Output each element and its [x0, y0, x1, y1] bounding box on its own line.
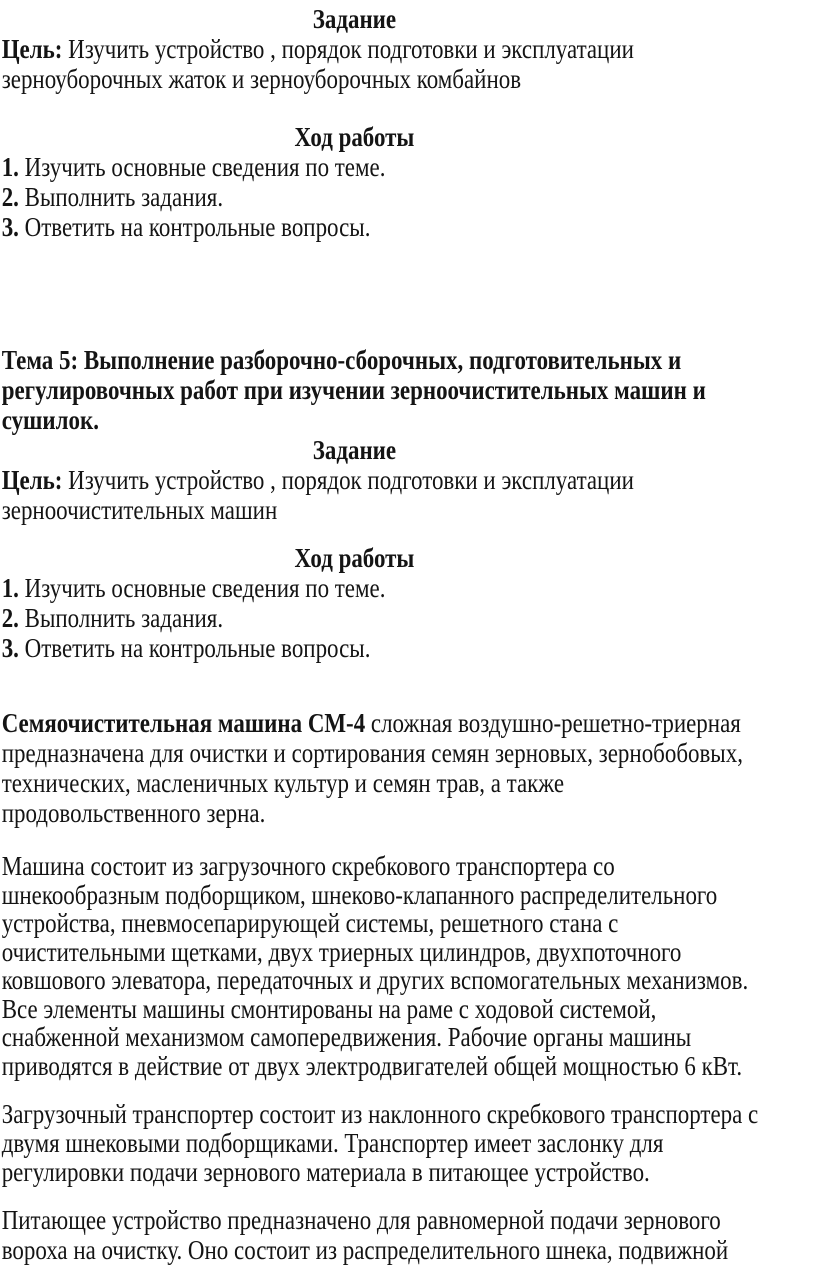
bold-text-run: Задание [312, 4, 397, 34]
bold-text-run: Ход работы [294, 543, 415, 573]
text-line [2, 1205, 816, 1235]
text-run: Все элементы машины смонтированы на раме с ходовой системой, [1, 993, 657, 1024]
text-run: продовольственного зерна. [1, 798, 266, 828]
text-line [2, 34, 816, 64]
bold-text-run: Тема 5: Выполнение разборочно-сборочных, подготовительных и [1, 345, 682, 375]
text-line [2, 798, 816, 828]
text-run: снабженной механизмом самопередвижения. Рабочие органы машины [1, 1022, 692, 1052]
feeding-device-paragraph [2, 1205, 816, 1265]
text-line [2, 768, 816, 798]
text-run: Выполнить задания. [18, 182, 224, 212]
bold-text-run: Задание [312, 435, 397, 465]
text-line [2, 938, 816, 967]
text-run: технических, масленичных культур и семян трав, а также [1, 768, 565, 798]
bold-text-run: Ход работы [294, 122, 415, 152]
text-line [2, 182, 816, 212]
text-run: зерноуборочных жаток и зерноуборочных комбайнов [1, 64, 522, 94]
text-line [2, 1235, 816, 1265]
text-line [2, 122, 708, 152]
work-steps-1 [2, 152, 816, 242]
text-run: Изучить устройство , порядок подготовки и эксплуатации [62, 34, 634, 64]
bold-text-run: 3. [1, 212, 19, 242]
text-line [2, 543, 708, 573]
bold-text-run: 2. [1, 603, 19, 633]
text-run: ковшового элеватора, передаточных и других вспомогательных механизмов. [1, 965, 749, 995]
text-line [2, 909, 816, 938]
text-line [2, 966, 816, 995]
text-line [2, 708, 816, 738]
text-line [2, 1023, 816, 1052]
text-line [2, 1052, 816, 1081]
text-run: устройства, пневмосепарирующей системы, решетного стана с [1, 908, 619, 938]
text-line [2, 212, 816, 242]
bold-text-run: 1. [1, 152, 19, 182]
text-line [2, 852, 816, 881]
text-line [2, 633, 816, 663]
text-run: Выполнить задания. [18, 603, 224, 633]
bold-text-run: регулировочных работ при изучении зерноочистительных машин и [1, 375, 706, 405]
text-run: Загрузочный транспортер состоит из наклонного скребкового транспортера с [1, 1099, 759, 1129]
text-line [2, 1100, 816, 1129]
text-line [2, 495, 816, 525]
work-order-heading-1 [2, 122, 816, 152]
text-line [2, 64, 816, 94]
goal-paragraph-2 [2, 465, 816, 525]
text-run: вороха на очистку. Оно состоит из распределительного шнека, подвижной [1, 1235, 729, 1265]
text-line [2, 573, 816, 603]
work-order-heading-2 [2, 543, 816, 573]
text-run: регулировки подачи зернового материала в питающее устройство. [1, 1157, 650, 1187]
text-run: зерноочистительных машин [1, 495, 278, 525]
text-line [2, 738, 816, 768]
text-line [2, 881, 816, 910]
text-line [2, 465, 816, 495]
text-line [2, 1129, 816, 1158]
topic5-heading [2, 345, 816, 435]
text-run: Питающее устройство предназначено для равномерной подачи зернового [1, 1205, 721, 1235]
text-run: Изучить устройство , порядок подготовки и эксплуатации [62, 465, 634, 495]
text-run: Ответить на контрольные вопросы. [18, 212, 371, 242]
text-line [2, 435, 708, 465]
work-steps-2 [2, 573, 816, 663]
text-line [2, 603, 816, 633]
text-line [2, 995, 816, 1024]
bold-text-run: Цель: [1, 465, 63, 495]
bold-text-run: 2. [1, 182, 19, 212]
text-line [2, 345, 816, 375]
text-line [2, 375, 816, 405]
text-line [2, 1158, 816, 1187]
text-run: шнекообразным подборщиком, шнеково-клапанного распределительного [1, 879, 718, 910]
text-run: Изучить основные сведения по теме. [18, 152, 386, 182]
text-line [2, 4, 708, 34]
machine-structure-paragraph [2, 852, 816, 1080]
text-line [2, 152, 816, 182]
bold-text-run: сушилок. [1, 405, 99, 435]
bold-text-run: Цель: [1, 34, 63, 64]
sm4-machine-paragraph [2, 708, 816, 828]
text-run: предназначена для очистки и сортирования семян зерновых, зернобобовых, [1, 738, 743, 768]
text-run: Изучить основные сведения по теме. [18, 573, 386, 603]
bold-text-run: 3. [1, 633, 19, 663]
text-run: двумя шнековыми подборщиками. Транспортер имеет заслонку для [1, 1128, 664, 1158]
text-run: Машина состоит из загрузочного скребкового транспортера со [1, 851, 615, 881]
text-line [2, 405, 816, 435]
loading-conveyor-paragraph [2, 1100, 816, 1187]
text-run: приводятся в действие от двух электродвигателей общей мощностью 6 кВт. [1, 1050, 743, 1081]
text-run: очистительными щетками, двух триерных цилиндров, двухпоточного [1, 936, 682, 967]
goal-paragraph-1 [2, 34, 816, 94]
text-run: Ответить на контрольные вопросы. [18, 633, 371, 663]
text-run: сложная воздушно-решетно-триерная [365, 708, 741, 738]
bold-text-run: 1. [1, 573, 19, 603]
assignment-heading-1 [2, 4, 816, 34]
bold-text-run: Семяочистительная машина СМ-4 [1, 708, 366, 738]
assignment-heading-2 [2, 435, 816, 465]
